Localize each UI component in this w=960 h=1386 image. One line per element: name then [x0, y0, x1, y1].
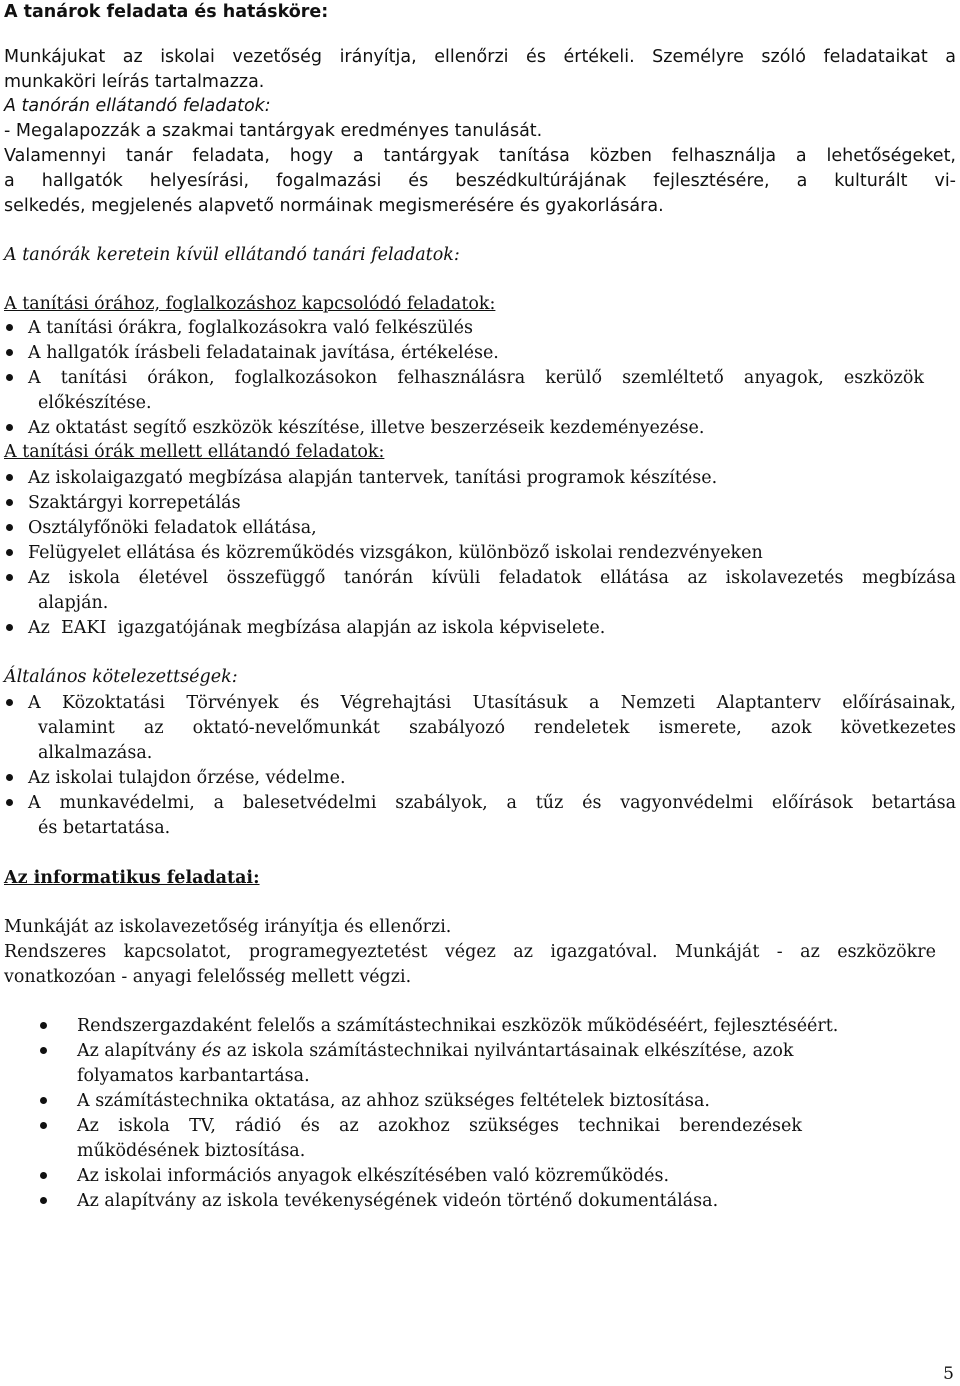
list-item-continuation: alkalmazása. — [38, 743, 153, 763]
list-item: A számítástechnika oktatása, az ahhoz szükséges feltételek biztosítása. — [77, 1091, 710, 1111]
bullet-dot — [6, 574, 13, 581]
intro-line-3: A tanórán ellátandó feladatok: — [4, 96, 271, 116]
it-paragraph-1: Munkáját az iskolavezetőség irányítja és ellenőrzi. — [4, 917, 452, 937]
bullet-dot — [6, 524, 13, 531]
list-item-continuation: alapján. — [38, 593, 109, 613]
list-item: A tanítási órákra, foglalkozásokra való felkészülés — [28, 318, 473, 338]
section-heading-extracurricular: A tanórák keretein kívül ellátandó tanári feladatok: — [4, 245, 460, 265]
bullet-dot — [40, 1197, 47, 1204]
bullet-dot — [6, 549, 13, 556]
section-heading-teachers: A tanárok feladata és hatásköre: — [4, 2, 329, 22]
list-item: Az iskolai információs anyagok elkészítésében való közreműködés. — [77, 1166, 670, 1186]
bullet-dot — [40, 1122, 47, 1129]
bullet-dot — [6, 474, 13, 481]
bullet-dot — [6, 349, 13, 356]
list-item-part: az iskola számítástechnikai nyilvántartásainak elkészítése, azok — [221, 1041, 794, 1061]
list-item: A hallgatók írásbeli feladatainak javítása, értékelése. — [28, 343, 499, 363]
list-item: Az iskolai tulajdon őrzése, védelme. — [28, 768, 346, 788]
bullet-dot — [6, 499, 13, 506]
bullet-dot — [6, 624, 13, 631]
list-item-continuation: folyamatos karbantartása. — [77, 1066, 310, 1086]
list-item-continuation: valamint az oktató-nevelőmunkát szabályozó rendeletek ismerete, azok következetes — [38, 718, 956, 738]
list-item-continuation: előkészítése. — [38, 393, 152, 413]
bullet-dot — [40, 1022, 47, 1029]
list-item: A tanítási órákon, foglalkozásokon felhasználásra kerülő szemléltető anyagok, eszközök — [28, 368, 924, 388]
subheading-lesson-related: A tanítási órához, foglalkozáshoz kapcsolódó feladatok: — [4, 294, 496, 314]
it-paragraph-2-line-2: vonatkozóan - anyagi felelősség mellett végzi. — [4, 967, 412, 987]
bullet-dot — [6, 424, 13, 431]
section-heading-general-obligations: Általános kötelezettségek: — [4, 667, 238, 687]
list-item: A munkavédelmi, a balesetvédelmi szabályok, a tűz és vagyonvédelmi előírások betartása — [28, 793, 956, 813]
paragraph-line-3: selkedés, megjelenés alapvető normáinak megismerésére és gyakorlására. — [4, 196, 664, 216]
intro-line-1: Munkájukat az iskolai vezetőség irányítja, ellenőrzi és értékeli. Személyre szóló feladataikat a — [4, 47, 956, 67]
bullet-dot — [6, 324, 13, 331]
section-heading-it-admin: Az informatikus feladatai: — [4, 868, 260, 888]
paragraph-line-2: a hallgatók helyesírási, fogalmazási és beszédkultúrájának fejlesztésére, a kulturált vi- — [4, 171, 956, 191]
list-item: Az iskola TV, rádió és az azokhoz szükséges technikai berendezések — [77, 1116, 802, 1136]
dash-list-item: - Megalapozzák a szakmai tantárgyak eredményes tanulását. — [4, 121, 543, 141]
intro-line-2: munkaköri leírás tartalmazza. — [4, 72, 265, 92]
list-item-continuation: és betartatása. — [38, 818, 171, 838]
list-item: Osztályfőnöki feladatok ellátása, — [28, 518, 317, 538]
list-item: Az EAKI igazgatójának megbízása alapján az iskola képviselete. — [28, 618, 606, 638]
paragraph-line-1: Valamennyi tanár feladata, hogy a tantárgyak tanítása közben felhasználja a lehetőségeket, — [4, 146, 956, 166]
page-number: 5 — [943, 1364, 954, 1384]
it-paragraph-2-line-1: Rendszeres kapcsolatot, programegyeztetést végez az igazgatóval. Munkáját - az eszközökre — [4, 942, 936, 962]
list-item: Szaktárgyi korrepetálás — [28, 493, 241, 513]
list-item-part: Az alapítvány — [77, 1041, 202, 1061]
list-item: Az iskola életével összefüggő tanórán kívüli feladatok ellátása az iskolavezetés megbízása — [28, 568, 956, 588]
list-item-italic-part: és — [201, 1041, 222, 1061]
bullet-dot — [40, 1172, 47, 1179]
list-item-continuation: működésének biztosítása. — [77, 1141, 306, 1161]
list-item: Az iskolaigazgató megbízása alapján tantervek, tanítási programok készítése. — [28, 468, 718, 488]
bullet-dot — [6, 699, 13, 706]
bullet-dot — [6, 774, 13, 781]
list-item — [77, 1039, 793, 1064]
list-item: Az alapítvány az iskola tevékenységének videón történő dokumentálása. — [77, 1191, 719, 1211]
list-item: A Közoktatási Törvények és Végrehajtási Utasításuk a Nemzeti Alaptanterv előírásainak, — [28, 693, 956, 713]
list-item: Felügyelet ellátása és közreműködés vizsgákon, különböző iskolai rendezvényeken — [28, 543, 763, 563]
list-item: Rendszergazdaként felelős a számítástechnikai eszközök működéséért, fejlesztéséért. — [77, 1016, 839, 1036]
bullet-dot — [6, 374, 13, 381]
subheading-alongside-lessons: A tanítási órák mellett ellátandó feladatok: — [4, 442, 385, 462]
bullet-dot — [6, 799, 13, 806]
bullet-dot — [40, 1047, 47, 1054]
list-item: Az oktatást segítő eszközök készítése, illetve beszerzéseik kezdeményezése. — [28, 418, 705, 438]
bullet-dot — [40, 1097, 47, 1104]
